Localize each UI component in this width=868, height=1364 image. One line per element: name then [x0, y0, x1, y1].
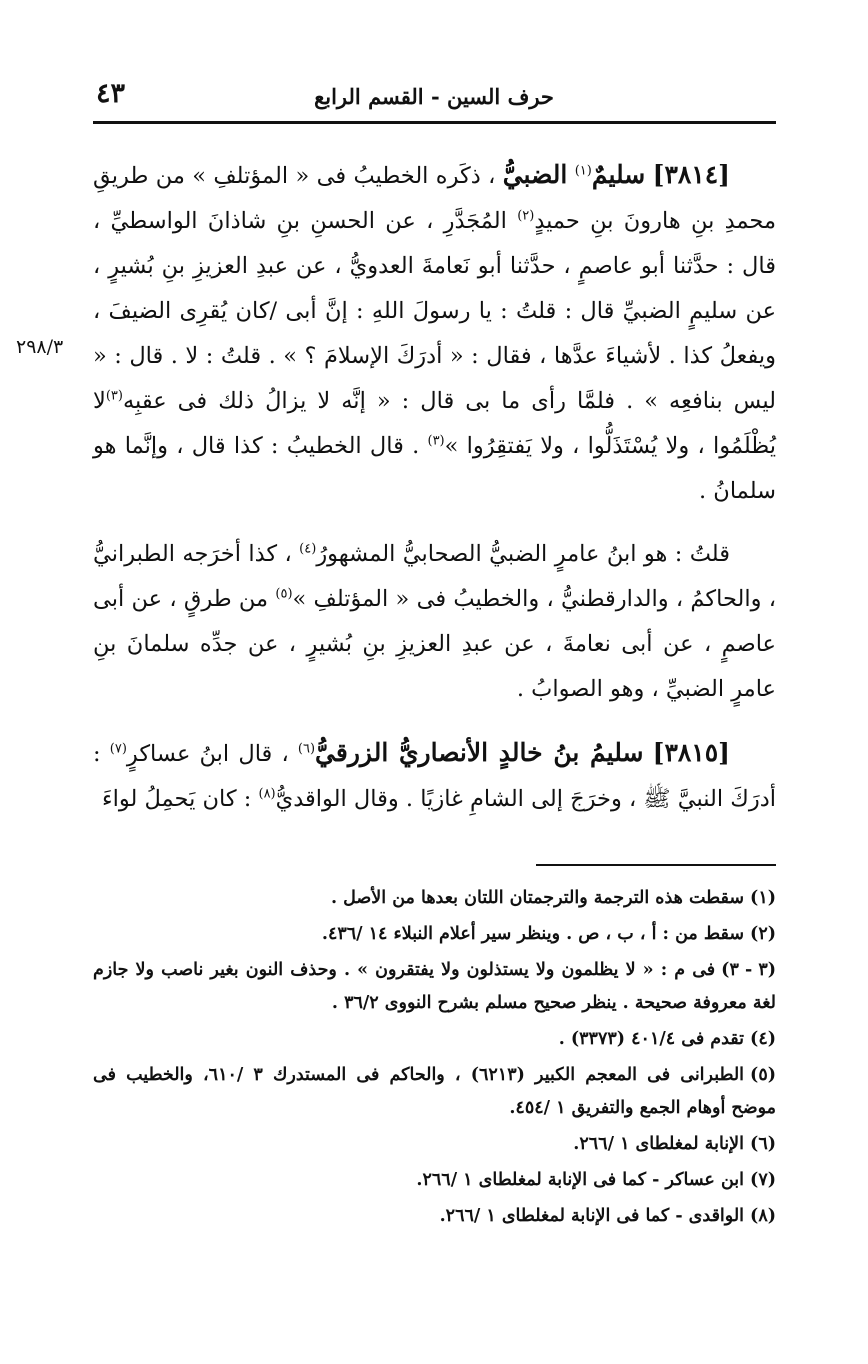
- entry-text: ، ذكَره الخطيبُ فى « المؤتلفِ » من طريقِ محمدِ بنِ هارونَ بنِ حميدٍ: [93, 163, 776, 234]
- footnote-text: تقدم فى ٤٠١/٤ (٣٣٧٣) .: [558, 1029, 745, 1049]
- comment-text: قلتُ : هو ابنُ عامرٍ الضبيُّ الصحابيُّ المشهورُ: [316, 541, 730, 567]
- footnote-rule: [536, 864, 776, 866]
- main-text: [93, 152, 776, 822]
- footnote-number: (١): [750, 888, 776, 908]
- comment-text: ، كذا أخرَجه الطبرانيُّ ، والحاكمُ ، والدارقطنيُّ ، والخطيبُ فى « المؤتلفِ »: [93, 541, 776, 612]
- footnote-text: الواقدى - كما فى الإنابة لمغلطاى ١ /٢٦٦.: [439, 1206, 745, 1226]
- page-number: ٤٣: [96, 78, 126, 109]
- entry-name: سليمُ بنُ خالدٍ الأنصاريُّ الزرقيُّ: [315, 738, 644, 767]
- footnote-ref: (٨): [258, 786, 276, 802]
- footnote-text: فى م : « لا يظلمون ولا يستذلون ولا يفتقرون » . وحذف النون بغير ناصب ولا جازم لغة معروفة صحيحة . ينظر صحيح مسلم بشرح النووى ٣٦/٢ .: [93, 960, 776, 1013]
- footnote-ref: (٣): [105, 388, 123, 404]
- footnote-number: (٤): [750, 1029, 776, 1049]
- footnote-item: [93, 1128, 776, 1161]
- running-head: [94, 78, 774, 118]
- entry-3815: [93, 730, 776, 822]
- footnote-item: [93, 954, 776, 1020]
- footnote-text: سقط من : أ ، ب ، ص . وينظر سير أعلام النبلاء ١٤ /٤٣٦.: [321, 924, 745, 944]
- entry-text: : أدرَكَ النبيَّ ﷺ ، وخرَجَ إلى الشامِ غازيًا . وقال الواقديُّ: [93, 741, 776, 812]
- entry-text: لا يُظْلَمُوا ، ولا يُسْتَذَلُّوا ، ولا يَفتقِرُوا »: [93, 388, 776, 459]
- footnote-ref: (٥): [275, 586, 293, 602]
- entry-number: [٣٨١٤]: [652, 160, 730, 189]
- footnote-ref: (٣): [427, 433, 445, 449]
- margin-volume-page-ref: ٢٩٨/٣: [16, 336, 64, 358]
- footnote-ref: (٤): [299, 541, 317, 557]
- footnote-text: الإنابة لمغلطاى ١ /٢٦٦.: [573, 1134, 745, 1154]
- running-title: حرف السين - القسم الرابع: [314, 84, 554, 109]
- entry-text: المُجَدَّرِ ، عن الحسنِ بنِ شاذانَ الواسطيِّ ، قال : حدَّثنا أبو عاصمٍ ، حدَّثنا أبو نَعامةَ العدويُّ ، عن عبدِ العزيزِ بنِ بُشيرٍ ، عن سليمٍ الضبيِّ قال : قلتُ : يا رسولَ اللهِ : إنَّ أبى /كان يُقرِى الضيفَ ، ويفعلُ كذا . لأشياءَ عدَّها ، فقال : « أدرَكَ الإسلامَ ؟ » . قلتُ : لا . قال : « ليس بنافعِه » . فلمَّا رأى ما بى قال : « إنَّه لا يزالُ ذلك فى عقبِه: [93, 208, 776, 414]
- footnote-number: (٨): [750, 1206, 776, 1226]
- footnote-number: (٦): [750, 1134, 776, 1154]
- footnote-item: [93, 1200, 776, 1233]
- footnote-text: ابن عساكر - كما فى الإنابة لمغلطاى ١ /٢٦٦.: [416, 1170, 745, 1190]
- footnote-item: [93, 882, 776, 915]
- footnote-ref: (٧): [109, 741, 127, 757]
- entry-3814: [93, 152, 776, 514]
- footnote-ref: (١): [574, 163, 592, 179]
- footnote-text: سقطت هذه الترجمة والترجمتان اللتان بعدها من الأصل .: [330, 888, 745, 908]
- footnote-number: (٢): [750, 924, 776, 944]
- entry-text: . قال الخطيبُ : كذا قال ، وإنَّما هو سلمانُ .: [93, 433, 776, 504]
- header-rule: [93, 121, 776, 124]
- entry-name-a: سليمٌ: [591, 160, 646, 189]
- commentary-paragraph: [93, 532, 776, 712]
- footnotes: [93, 882, 776, 1236]
- footnote-item: [93, 918, 776, 951]
- footnote-item: [93, 1059, 776, 1125]
- footnote-text: الطبرانى فى المعجم الكبير (٦٢١٣) ، والحاكم فى المستدرك ٣ /٦١٠، والخطيب فى موضح أوهام الجمع والتفريق ١ /٤٥٤.: [93, 1065, 776, 1118]
- entry-text: : كان يَحمِلُ لواءَ: [102, 786, 252, 812]
- comment-text: من طرقٍ ، عن أبى عاصمٍ ، عن أبى نعامةَ ، عن عبدِ العزيزِ بنِ بُشيرٍ ، عن جدِّه سلمانَ بنِ عامرٍ الضبيِّ ، وهو الصوابُ .: [93, 586, 776, 702]
- entry-text: ، قال ابنُ عساكرٍ: [126, 741, 289, 767]
- footnote-ref: (٢): [517, 208, 535, 224]
- footnote-ref: (٦): [297, 741, 316, 757]
- footnote-number: (٣ - ٣): [721, 960, 776, 980]
- footnote-item: [93, 1023, 776, 1056]
- entry-name-b: الضبيُّ: [502, 160, 568, 189]
- footnote-item: [93, 1164, 776, 1197]
- entry-number: [٣٨١٥]: [652, 738, 730, 767]
- footnote-number: (٥): [750, 1065, 777, 1085]
- footnote-number: (٧): [750, 1170, 776, 1190]
